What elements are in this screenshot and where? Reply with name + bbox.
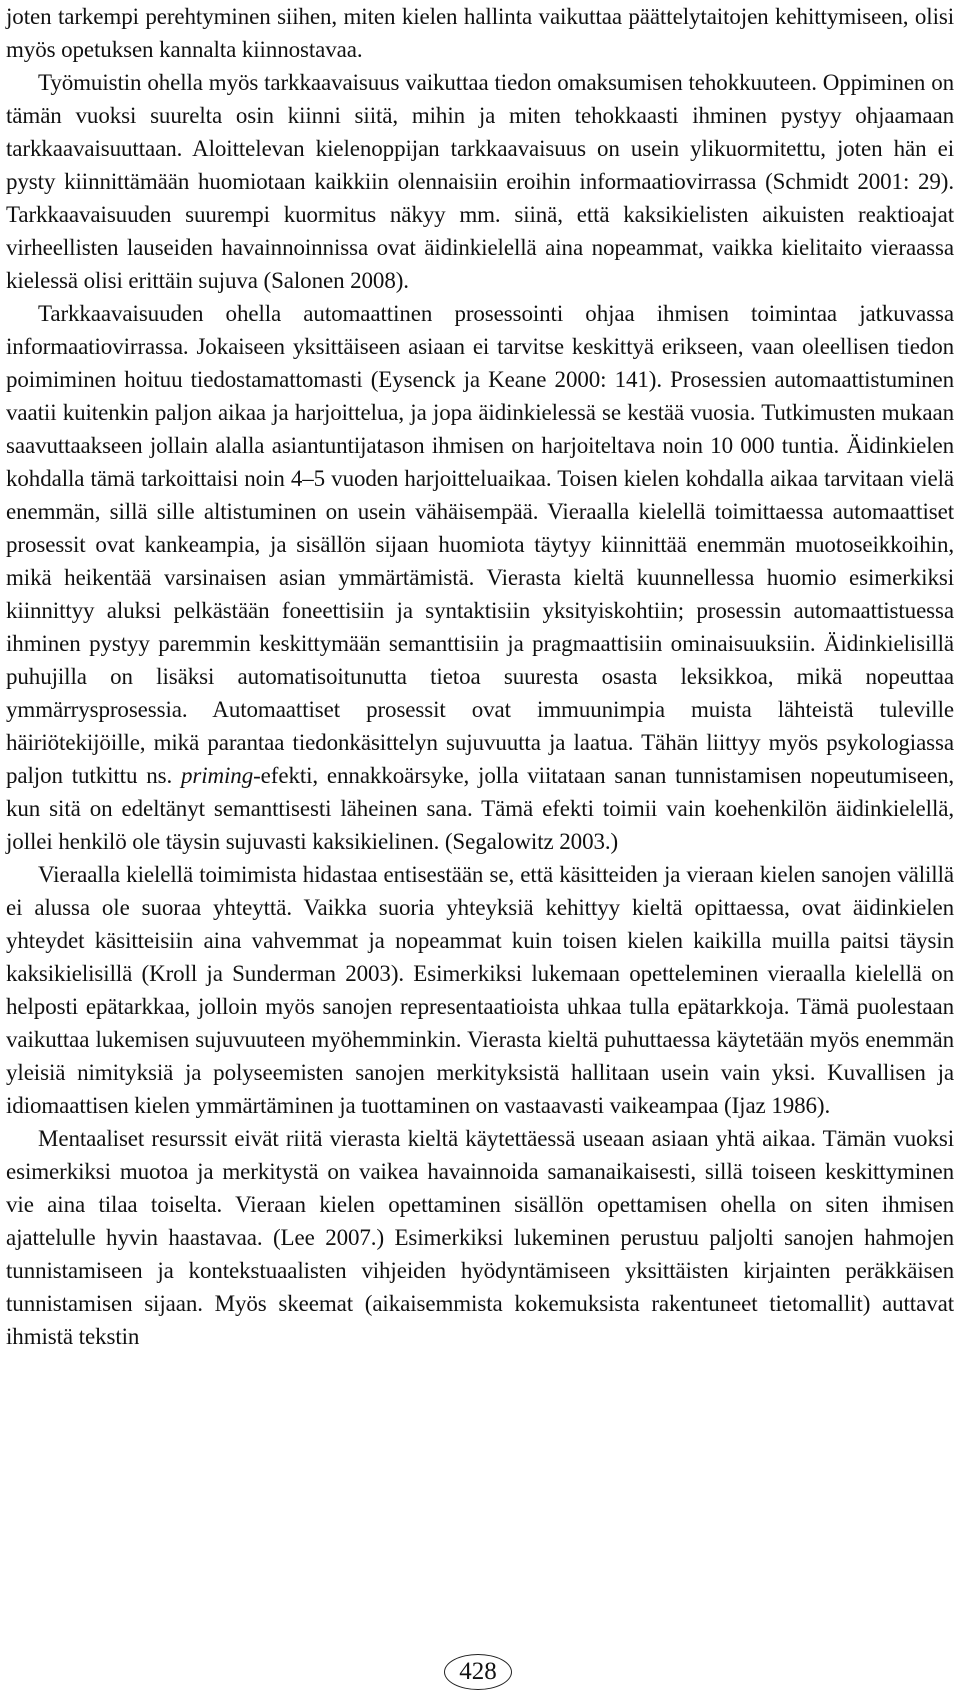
paragraph-2: Työmuistin ohella myös tarkkaavaisuus vaikuttaa tiedon omaksumisen tehokkuuteen. Oppiminen on tämän vuoksi suurelta osin kiinni siitä, mihin ja miten tehokkaasti ihminen pystyy ohjaamaan tarkkaavaisuuttaan. Aloittelevan kielenoppijan tarkkaavaisuus on usein ylikuormitettu, joten hän ei pysty kiinnittämään huomiotaan kaikkiin olennaisiin eroihin informaatiovirrassa (Schmidt 2001: 29). Tarkkaavaisuuden suurempi kuormitus näkyy mm. siinä, että kaksikielisten aikuisten reaktioajat virheellisten lauseiden havainnoinnissa ovat äidinkielellä aina nopeammat, vaikka kielitaito vieraassa kielessä olisi erittäin sujuva (Salonen 2008). [6, 70, 954, 293]
paragraph-3-text: Tarkkaavaisuuden ohella automaattinen prosessointi ohjaa ihmisen toimintaa jatkuvassa informaatiovirrassa. Jokaiseen yksittäiseen asiaan ei tarvitse keskittyä erikseen, vaan oleellisen tiedon poimiminen hoituu tiedostamattomasti (Eysenck ja Keane 2000: 141). Prosessien automaattistuminen vaatii kuitenkin paljon aikaa ja harjoittelua, ja jopa äidinkielessä se kestää vuosia. Tutkimusten mukaan saavuttaakseen jollain alalla asiantuntijatason ihmisen on harjoiteltava noin 10 000 tuntia. Äidinkielen kohdalla tämä tarkoittaisi noin 4–5 vuoden harjoitteluaikaa. Toisen kielen kohdalla aikaa tarvitaan vielä enemmän, sillä sille altistuminen on usein vähäisempää. Vieraalla kielellä toimittaessa automaattiset prosessit ovat kankeampia, ja sisällön sijaan huomiota täytyy kiinnittää enemmän muotoseikkoihin, mikä heikentää varsinaisen asian ymmärtämistä. Vierasta kieltä kuunnellessa huomio esimerkiksi kiinnittyy aluksi pelkästään foneettisiin ja syntaktisiin yksityiskohtiin; prosessin automaattistuessa ihminen pystyy paremmin keskittymään semanttisiin ja pragmaattisiin ominaisuuksiin. Äidinkielisillä puhujilla on lisäksi automatisoitunutta tietoa suuresta osasta leksikkoa, mikä nopeuttaa ymmärrysprosessia. Automaattiset prosessit ovat immuunimpia muista lähteistä tuleville häiriötekijöille, mikä parantaa tiedonkäsittelyn sujuvuutta ja laatua. Tähän liittyy myös psykologiassa paljon tutkittu ns. [6, 301, 954, 788]
paragraph-4: Vieraalla kielellä toimimista hidastaa entisestään se, että käsitteiden ja vieraan kielen sanojen välillä ei alussa ole suoraa yhteyttä. Vaikka suoria yhteyksiä kehittyy kieltä opittaessa, ovat äidinkielen yhteydet käsitteisiin aina vahvemmat ja nopeammat kuin toisen kielen kaikilla muilla paitsi täysin kaksikielisillä (Kroll ja Sunderman 2003). Esimerkiksi lukemaan opetteleminen vieraalla kielellä on helposti epätarkkaa, jolloin myös sanojen representaatioista uhkaa tulla epätarkkoja. Tämä puolestaan vaikuttaa lukemisen sujuvuuteen myöhemminkin. Vierasta kieltä puhuttaessa käytetään myös enemmän yleisiä nimityksiä ja polyseemisten sanojen merkityksistä hallitaan usein vain yksi. Kuvallisen ja idiomaattisen kielen ymmärtäminen ja tuottaminen on vastaavasti vaikeampaa (Ijaz 1986). [6, 862, 954, 1118]
paragraph-5: Mentaaliset resurssit eivät riitä vierasta kieltä käytettäessä useaan asiaan yhtä aikaa. Tämän vuoksi esimerkiksi muotoa ja merkitystä on vaikea havainnoida samanaikaisesti, sillä toiseen keskittyminen vie aina tilaa toiselta. Vieraan kielen opettaminen sisällön opettamisen ohella on siten ihmisen ajattelulle hyvin haastavaa. (Lee 2007.) Esimerkiksi lukeminen perustuu paljolti sanojen hahmojen tunnistamiseen ja kontekstuaalisten vihjeiden hyödyntämiseen yksittäisten kirjainten peräkkäisen tunnistamisen sijaan. Myös skeemat (aikaisemmista kokemuksista rakentuneet tietomallit) auttavat ihmistä tekstin [6, 1126, 954, 1349]
priming-term: priming [180, 763, 254, 788]
paragraph-1: joten tarkempi perehtyminen siihen, miten kielen hallinta vaikuttaa päättelytaitojen kehittymiseen, olisi myös opetuksen kannalta kiinnostavaa. [6, 4, 954, 62]
paragraph-3-text-after: -efekti, ennakkoärsyke, jolla viitataan sanan tunnistamisen nopeutumiseen, kun sitä on edeltänyt semanttisesti läheinen sana. Tämä efekti toimii vain koehenkilön äidinkielellä, jollei henkilö ole täysin sujuvasti kaksikielinen. (Segalowitz 2003.) [6, 763, 954, 854]
page-number: 428 [444, 1654, 512, 1690]
document-page [6, 0, 954, 1353]
paragraph-3 [6, 297, 954, 858]
